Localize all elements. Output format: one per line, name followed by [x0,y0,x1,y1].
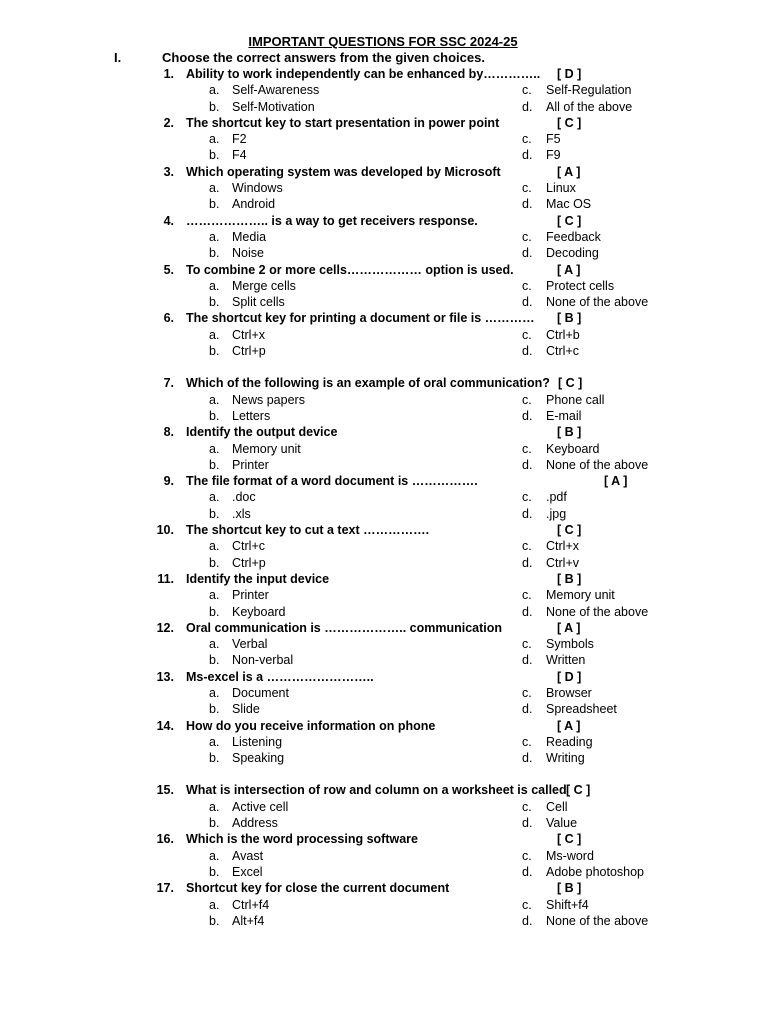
option-a: Ctrl+x [232,327,265,342]
question-line [0,424,768,440]
option-letter: d. [522,246,533,261]
option-letter: a. [209,490,220,505]
option-letter: b. [209,148,220,163]
option-letter: a. [209,799,220,814]
answer-key: [ D ] [557,67,582,81]
option-letter: c. [522,327,532,342]
question-number: 13. [156,669,174,684]
question-text: Identify the output device [186,425,338,440]
question-line [0,669,768,685]
question-text: Ability to work independently can be enhanced by………….. [186,67,541,81]
option-c: Cell [546,799,568,814]
option-letter: b. [209,246,220,261]
option-a: Printer [232,588,269,603]
question-item [0,669,768,718]
question-line [0,164,768,180]
question-number: 10. [156,523,174,538]
answer-key: [ C ] [557,213,582,228]
option-a: Memory unit [232,441,301,456]
option-letter: b. [209,408,220,423]
option-b: Speaking [232,751,285,766]
options-row [0,147,768,163]
option-letter: b. [209,555,220,570]
option-d: Written [546,653,586,668]
option-a: Listening [232,734,283,749]
question-item [0,522,768,571]
option-letter: a. [209,229,220,244]
options-row [0,604,768,620]
options-row [0,734,768,750]
option-letter: a. [209,685,220,700]
option-letter: c. [522,539,532,554]
option-d: Adobe photoshop [546,864,645,879]
option-letter: b. [209,604,220,619]
option-c: Browser [546,685,592,700]
option-letter: d. [522,816,533,831]
option-b: Keyboard [232,604,286,619]
options-row [0,408,768,424]
question-text: The shortcut key to start presentation in power point [186,115,500,130]
question-item [0,164,768,213]
option-b: Ctrl+p [232,555,266,570]
option-letter: d. [522,653,533,668]
option-d: F9 [546,148,561,163]
options-row [0,538,768,554]
section-heading [114,50,714,66]
option-letter: c. [522,132,532,147]
answer-key: [ D ] [557,669,582,684]
option-letter: d. [522,913,533,928]
option-d: None of the above [546,913,649,928]
option-letter: a. [209,637,220,652]
option-b: Address [232,816,278,831]
option-letter: c. [522,83,532,98]
option-a: Media [232,229,267,244]
options-row [0,278,768,294]
option-b: Ctrl+p [232,344,266,359]
question-line [0,782,768,798]
question-number: 4. [163,213,174,228]
answer-key: [ C ] [557,523,582,538]
option-c: Symbols [546,637,594,652]
option-letter: d. [522,864,533,879]
option-letter: d. [522,751,533,766]
option-c: F5 [546,132,561,147]
option-letter: a. [209,734,220,749]
options-row [0,82,768,98]
option-letter: a. [209,83,220,98]
answer-key: [ A ] [604,474,628,489]
answer-key: [ B ] [557,311,582,326]
question-item [0,620,768,669]
question-number: 17. [156,881,174,896]
question-item [0,66,768,115]
question-text: Which is the word processing software [186,832,418,847]
question-line [0,115,768,131]
option-d: .jpg [546,506,567,521]
option-c: Memory unit [546,588,615,603]
question-text: To combine 2 or more cells……………… option is used. [186,262,514,277]
options-row [0,294,768,310]
option-d: None of the above [546,457,649,472]
option-a: Ctrl+f4 [232,897,270,912]
option-d: E-mail [546,408,582,423]
option-letter: b. [209,913,220,928]
option-b: Excel [232,864,263,879]
option-letter: c. [522,392,532,407]
answer-key: [ C ] [557,115,582,130]
answer-key: [ B ] [557,881,582,896]
question-number: 6. [163,311,174,326]
option-letter: d. [522,197,533,212]
options-row [0,913,768,929]
option-letter: a. [209,588,220,603]
answer-key: [ A ] [557,718,581,733]
option-letter: a. [209,392,220,407]
option-a: Active cell [232,799,289,814]
question-line [0,375,768,391]
option-letter: d. [522,99,533,114]
option-letter: c. [522,637,532,652]
option-a: Self-Awareness [232,83,320,98]
option-letter: d. [522,295,533,310]
option-c: Phone call [546,392,605,407]
option-d: None of the above [546,604,649,619]
option-letter: b. [209,751,220,766]
option-letter: d. [522,408,533,423]
question-item [0,571,768,620]
question-number: 11. [157,571,174,586]
question-line [0,880,768,896]
option-a: Verbal [232,637,268,652]
question-text: Identify the input device [186,571,330,586]
options-row [0,555,768,571]
question-number: 7. [163,376,174,391]
option-letter: a. [209,848,220,863]
option-letter: b. [209,295,220,310]
option-c: Self-Regulation [546,83,632,98]
option-b: .xls [232,506,251,521]
option-a: News papers [232,392,305,407]
options-row [0,327,768,343]
option-c: Reading [546,734,593,749]
question-item [0,831,768,880]
option-letter: b. [209,702,220,717]
option-letter: d. [522,148,533,163]
question-line [0,620,768,636]
option-d: None of the above [546,295,649,310]
question-item [0,424,768,473]
option-c: Shift+f4 [546,897,589,912]
options-row [0,750,768,766]
options-row [0,848,768,864]
question-item [0,880,768,929]
question-number: 3. [163,164,174,179]
answer-key: [ B ] [557,425,582,440]
option-d: Ctrl+c [546,344,579,359]
options-row [0,245,768,261]
option-d: Writing [546,751,585,766]
option-c: Ctrl+b [546,327,580,342]
option-letter: c. [522,441,532,456]
option-b: Split cells [232,295,285,310]
option-letter: b. [209,99,220,114]
options-row [0,701,768,717]
question-item [0,262,768,311]
question-item [0,310,768,359]
option-letter: b. [209,816,220,831]
option-c: Protect cells [546,278,615,293]
options-row [0,99,768,115]
options-row [0,229,768,245]
section-instruction: Choose the correct answers from the given choices. [162,50,485,65]
question-number: 2. [163,115,174,130]
option-c: Ms-word [546,848,594,863]
option-letter: a. [209,897,220,912]
question-line [0,718,768,734]
options-row [0,636,768,652]
options-row [0,897,768,913]
option-letter: d. [522,344,533,359]
options-row [0,864,768,880]
question-number: 8. [163,425,174,440]
question-list [0,66,768,929]
option-a: Avast [232,848,264,863]
question-number: 5. [163,262,174,277]
answer-key: [ C ] [558,376,583,391]
option-letter: c. [522,799,532,814]
section-numeral: I. [114,50,122,65]
question-text: The file format of a word document is ……………. [186,474,478,489]
options-row [0,457,768,473]
option-c: Ctrl+x [546,539,579,554]
option-d: Decoding [546,246,599,261]
question-item [0,782,768,831]
answer-key: [ A ] [557,620,581,635]
question-number: 12. [156,620,174,635]
options-row [0,131,768,147]
question-line [0,571,768,587]
question-item [0,213,768,262]
options-row [0,815,768,831]
option-b: Printer [232,457,269,472]
question-line [0,213,768,229]
question-number: 14. [156,718,174,733]
option-c: Feedback [546,229,601,244]
question-item [0,375,768,424]
options-row [0,506,768,522]
option-letter: a. [209,441,220,456]
options-row [0,799,768,815]
option-d: Ctrl+v [546,555,579,570]
option-letter: c. [522,490,532,505]
option-letter: d. [522,506,533,521]
question-text: What is intersection of row and column on a worksheet is called [186,783,567,798]
option-b: Android [232,197,276,212]
option-d: Spreadsheet [546,702,617,717]
option-letter: c. [522,848,532,863]
option-letter: b. [209,457,220,472]
option-a: Ctrl+c [232,539,265,554]
question-item [0,718,768,767]
option-b: Letters [232,408,271,423]
option-letter: c. [522,897,532,912]
option-letter: a. [209,327,220,342]
question-line [0,310,768,326]
answer-key: [ A ] [557,164,581,179]
option-b: Alt+f4 [232,913,265,928]
option-letter: a. [209,132,220,147]
question-line [0,262,768,278]
answer-key: [ B ] [557,571,582,586]
question-line [0,522,768,538]
option-letter: c. [522,734,532,749]
question-text: ……………….. is a way to get receivers response. [186,213,478,228]
question-number: 16. [156,832,174,847]
question-item [0,115,768,164]
question-item [0,473,768,522]
option-a: Merge cells [232,278,296,293]
option-d: Value [546,816,578,831]
question-text: Which of the following is an example of oral communication? [186,376,550,391]
question-text: Oral communication is ……………….. communication [186,620,503,635]
option-letter: c. [522,685,532,700]
question-number: 15. [156,783,174,798]
option-letter: b. [209,653,220,668]
option-b: Non-verbal [232,653,294,668]
option-letter: a. [209,278,220,293]
option-letter: b. [209,506,220,521]
option-d: All of the above [546,99,633,114]
option-a: .doc [232,490,256,505]
option-letter: d. [522,457,533,472]
options-row [0,180,768,196]
answer-key: [ C ] [557,832,582,847]
option-letter: c. [522,181,532,196]
option-letter: b. [209,344,220,359]
answer-key: [ A ] [557,262,581,277]
option-letter: a. [209,539,220,554]
option-letter: d. [522,702,533,717]
question-text: The shortcut key to cut a text ……………. [186,523,430,538]
question-text: Which operating system was developed by Microsoft [186,164,501,179]
option-letter: d. [522,555,533,570]
options-row [0,652,768,668]
option-d: Mac OS [546,197,592,212]
question-line [0,831,768,847]
options-row [0,392,768,408]
option-c: Linux [546,181,576,196]
question-text: How do you receive information on phone [186,718,436,733]
question-text: Shortcut key for close the current document [186,881,450,896]
option-letter: b. [209,197,220,212]
options-row [0,685,768,701]
question-line [0,473,768,489]
question-text: The shortcut key for printing a document or file is ………… [186,311,535,326]
option-a: F2 [232,132,247,147]
option-letter: d. [522,604,533,619]
option-letter: c. [522,588,532,603]
option-b: F4 [232,148,247,163]
options-row [0,343,768,359]
option-a: Windows [232,181,283,196]
document-title: IMPORTANT QUESTIONS FOR SSC 2024-25 [248,34,518,49]
question-text: Ms-excel is a …………………….. [186,669,374,684]
option-b: Slide [232,702,260,717]
option-c: Keyboard [546,441,600,456]
options-row [0,587,768,603]
option-b: Self-Motivation [232,99,315,114]
option-letter: c. [522,278,532,293]
options-row [0,441,768,457]
question-line [0,66,768,82]
options-row [0,489,768,505]
option-a: Document [232,685,289,700]
options-row [0,196,768,212]
option-c: .pdf [546,490,567,505]
option-letter: a. [209,181,220,196]
question-number: 9. [163,474,174,489]
answer-key: [ C ] [566,783,591,798]
question-number: 1. [163,67,174,81]
option-letter: b. [209,864,220,879]
option-b: Noise [232,246,264,261]
option-letter: c. [522,229,532,244]
